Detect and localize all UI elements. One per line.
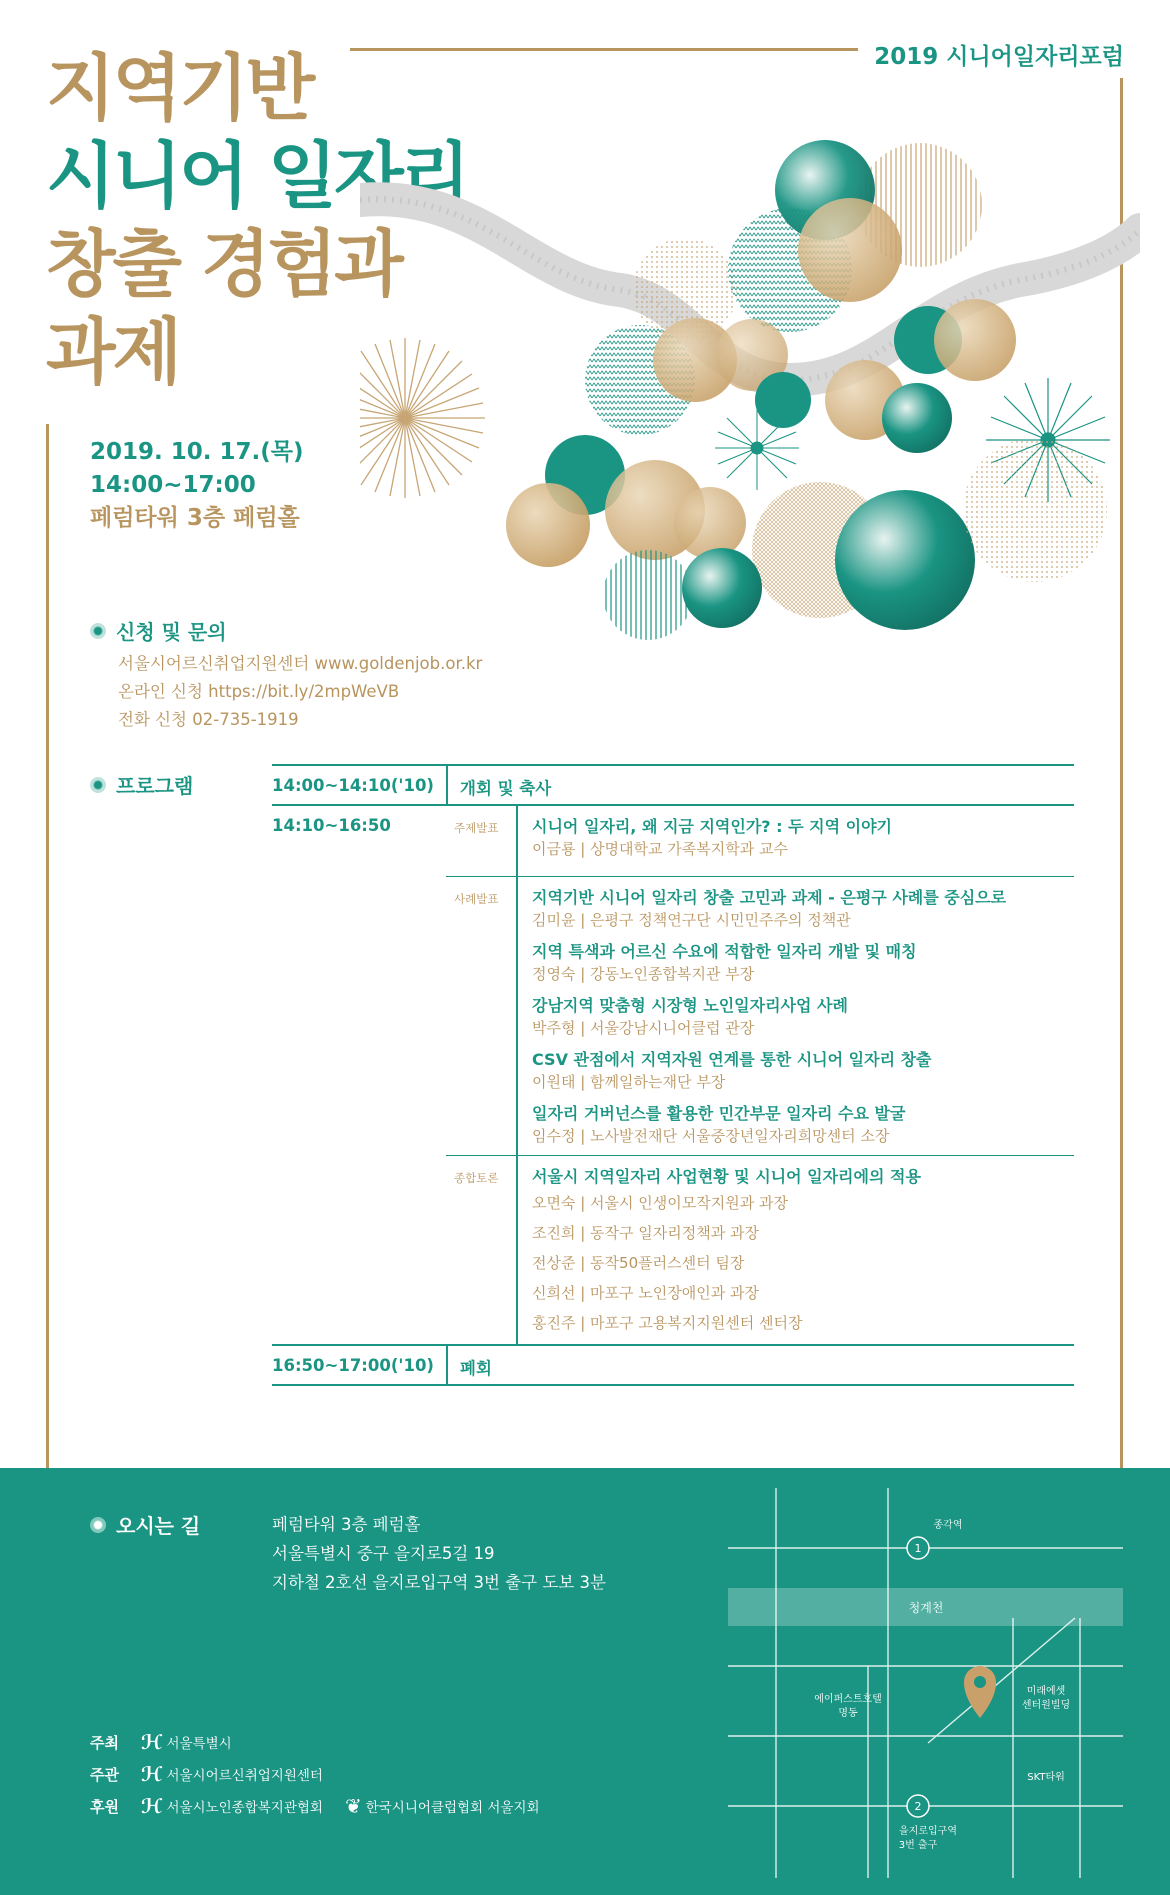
contact-info xyxy=(118,650,482,734)
list-item xyxy=(532,995,1074,1039)
title-line-4: 과제 xyxy=(46,310,180,394)
mirae-label-2: 센터원빌딩 xyxy=(1021,1700,1071,1711)
program-table xyxy=(272,764,1074,1386)
host-label: 주최 xyxy=(90,1733,119,1752)
support-label: 후원 xyxy=(90,1797,119,1816)
exit-2-number: 2 xyxy=(914,1800,922,1813)
forum-year: 2019 xyxy=(874,44,939,70)
talk-title: 시니어 일자리, 왜 지금 지역인가? : 두 지역 이야기 xyxy=(532,817,892,836)
talk-speaker: 이금룡 | 상명대학교 가족복지학과 교수 xyxy=(532,840,788,858)
manage-name: 서울시어르신취업지원센터 xyxy=(166,1768,323,1784)
panel-title: 서울시 지역일자리 사업현황 및 시니어 일자리에의 적용 xyxy=(532,1167,921,1186)
contact-online: 온라인 신청 https://bit.ly/2mpWeVB xyxy=(118,682,400,701)
talk-speaker: 이원태 | 함께일하는재단 부장 xyxy=(532,1073,726,1091)
exit-1-number: 1 xyxy=(914,1542,922,1555)
bullet-icon xyxy=(90,623,106,639)
panel-member: 오면숙 | 서울시 인생이모작지원과 과장 xyxy=(532,1194,788,1212)
directions-venue: 페럼타워 3층 페럼홀 xyxy=(272,1515,421,1534)
manage-label: 주관 xyxy=(90,1765,119,1784)
talk-title: 지역기반 시니어 일자리 창출 고민과 과제 - 은평구 사례를 중심으로 xyxy=(532,888,1007,907)
seoul-logo-icon: ℋ xyxy=(140,1794,163,1818)
talk-title: CSV 관점에서 지역자원 연계를 통한 시니어 일자리 창출 xyxy=(532,1050,932,1069)
program-title: 개회 및 축사 xyxy=(460,779,552,798)
keynote-label: 주제발표 xyxy=(446,806,516,877)
cases-label: 사례발표 xyxy=(446,877,516,1156)
organizer-support xyxy=(90,1794,540,1818)
event-time: 14:00~17:00 xyxy=(90,472,256,498)
exit-1-label: 종각역 xyxy=(933,1520,963,1531)
bullet-icon xyxy=(90,1517,106,1533)
exit-2-label-1: 을지로입구역 xyxy=(899,1826,957,1837)
directions-subway: 지하철 2호선 을지로입구역 3번 출구 도보 3분 xyxy=(272,1573,606,1592)
talk-speaker: 임수정 | 노사발전재단 서울중장년일자리희망센터 소장 xyxy=(532,1127,890,1145)
footer xyxy=(0,1468,1170,1895)
host-name: 서울특별시 xyxy=(166,1736,232,1752)
list-item xyxy=(532,816,1074,860)
program-heading-text: 프로그램 xyxy=(116,774,194,798)
organizer-manage xyxy=(90,1762,323,1786)
center-logo xyxy=(141,1762,323,1786)
exit-2-label-2: 3번 출구 xyxy=(898,1840,938,1851)
bullet-icon xyxy=(90,777,106,793)
directions-address: 서울특별시 중구 을지로5길 19 xyxy=(272,1544,495,1563)
panel-member: 신희선 | 마포구 노인장애인과 과장 xyxy=(532,1284,759,1302)
panel-member: 홍진주 | 마포구 고용복지지원센터 센터장 xyxy=(532,1314,803,1332)
organizer-host xyxy=(90,1730,232,1754)
program-time: 16:50~17:00('10) xyxy=(272,1356,434,1375)
association-logo xyxy=(141,1794,323,1818)
event-info xyxy=(90,436,304,535)
title-line-3: 창출 경험과 xyxy=(46,222,401,306)
support-name-1: 서울시노인종합복지관협회 xyxy=(166,1800,323,1816)
support-name-2: 한국시니어클럽협회 서울지회 xyxy=(365,1800,540,1816)
frame-line-left xyxy=(46,424,49,1468)
forum-name: 시니어일자리포럼 xyxy=(946,44,1124,70)
program-title: 폐회 xyxy=(460,1359,492,1378)
contact-heading xyxy=(90,616,227,645)
location-pin-icon xyxy=(964,1666,996,1718)
talk-title: 일자리 거버넌스를 활용한 민간부문 일자리 수요 발굴 xyxy=(532,1104,906,1123)
program-time: 14:10~16:50 xyxy=(272,816,391,835)
program-row-opening xyxy=(272,764,1074,804)
cases-section xyxy=(446,877,1074,1156)
talk-speaker: 박주형 | 서울강남시니어클럽 관장 xyxy=(532,1019,755,1037)
title-line-1: 지역기반 xyxy=(46,46,313,130)
seoul-logo xyxy=(141,1730,232,1754)
list-item xyxy=(532,1166,1074,1188)
list-item xyxy=(532,1103,1074,1147)
keynote-section xyxy=(446,806,1074,877)
mirae-label-1: 미래에셋 xyxy=(1026,1686,1066,1697)
directions-heading xyxy=(90,1510,200,1539)
panel-member: 조진희 | 동작구 일자리정책과 과장 xyxy=(532,1224,759,1242)
contact-phone: 전화 신청 02-735-1919 xyxy=(118,710,299,729)
talk-speaker: 정영숙 | 강동노인종합복지관 부장 xyxy=(532,965,755,983)
hotel-label-2: 명동 xyxy=(838,1708,858,1719)
seoul-logo-icon: ℋ xyxy=(140,1762,163,1786)
forum-label xyxy=(874,38,1124,71)
talk-title: 지역 특색과 어르신 수요에 적합한 일자리 개발 및 매칭 xyxy=(532,942,917,961)
talk-speaker: 김미윤 | 은평구 정책연구단 시민민주주의 정책관 xyxy=(532,911,851,929)
panel-section xyxy=(446,1156,1074,1344)
location-map xyxy=(728,1488,1123,1878)
program-row-closing xyxy=(272,1344,1074,1386)
skt-label: SKT타워 xyxy=(1027,1772,1065,1783)
hotel-label-1: 에이퍼스트호텔 xyxy=(814,1694,882,1705)
map-stream-label: 청계천 xyxy=(908,1601,944,1615)
list-item xyxy=(532,887,1074,931)
program-heading xyxy=(90,770,193,799)
event-venue: 페럼타워 3층 페럼홀 xyxy=(90,505,300,531)
list-item xyxy=(532,941,1074,985)
program-row-main xyxy=(272,804,1074,1344)
senior-club-logo xyxy=(345,1794,540,1818)
panel-member: 전상준 | 동작50플러스센터 팀장 xyxy=(532,1254,745,1272)
seoul-logo-icon: ℋ xyxy=(140,1730,163,1754)
contact-center: 서울시어르신취업지원센터 www.goldenjob.or.kr xyxy=(118,654,483,673)
program-time: 14:00~14:10('10) xyxy=(272,776,434,795)
event-date: 2019. 10. 17.(목) xyxy=(90,439,304,465)
contact-heading-text: 신청 및 문의 xyxy=(116,620,227,644)
decorative-circles-illustration xyxy=(360,130,1140,660)
talk-title: 강남지역 맞춤형 시장형 노인일자리사업 사례 xyxy=(532,996,848,1015)
list-item xyxy=(532,1049,1074,1093)
panel-label: 종합토론 xyxy=(454,1171,499,1185)
title-line-2: 시니어 일자리 xyxy=(46,134,468,218)
directions-heading-text: 오시는 길 xyxy=(116,1514,201,1538)
directions-text xyxy=(272,1510,606,1597)
club-logo-icon: ❦ xyxy=(344,1794,362,1818)
